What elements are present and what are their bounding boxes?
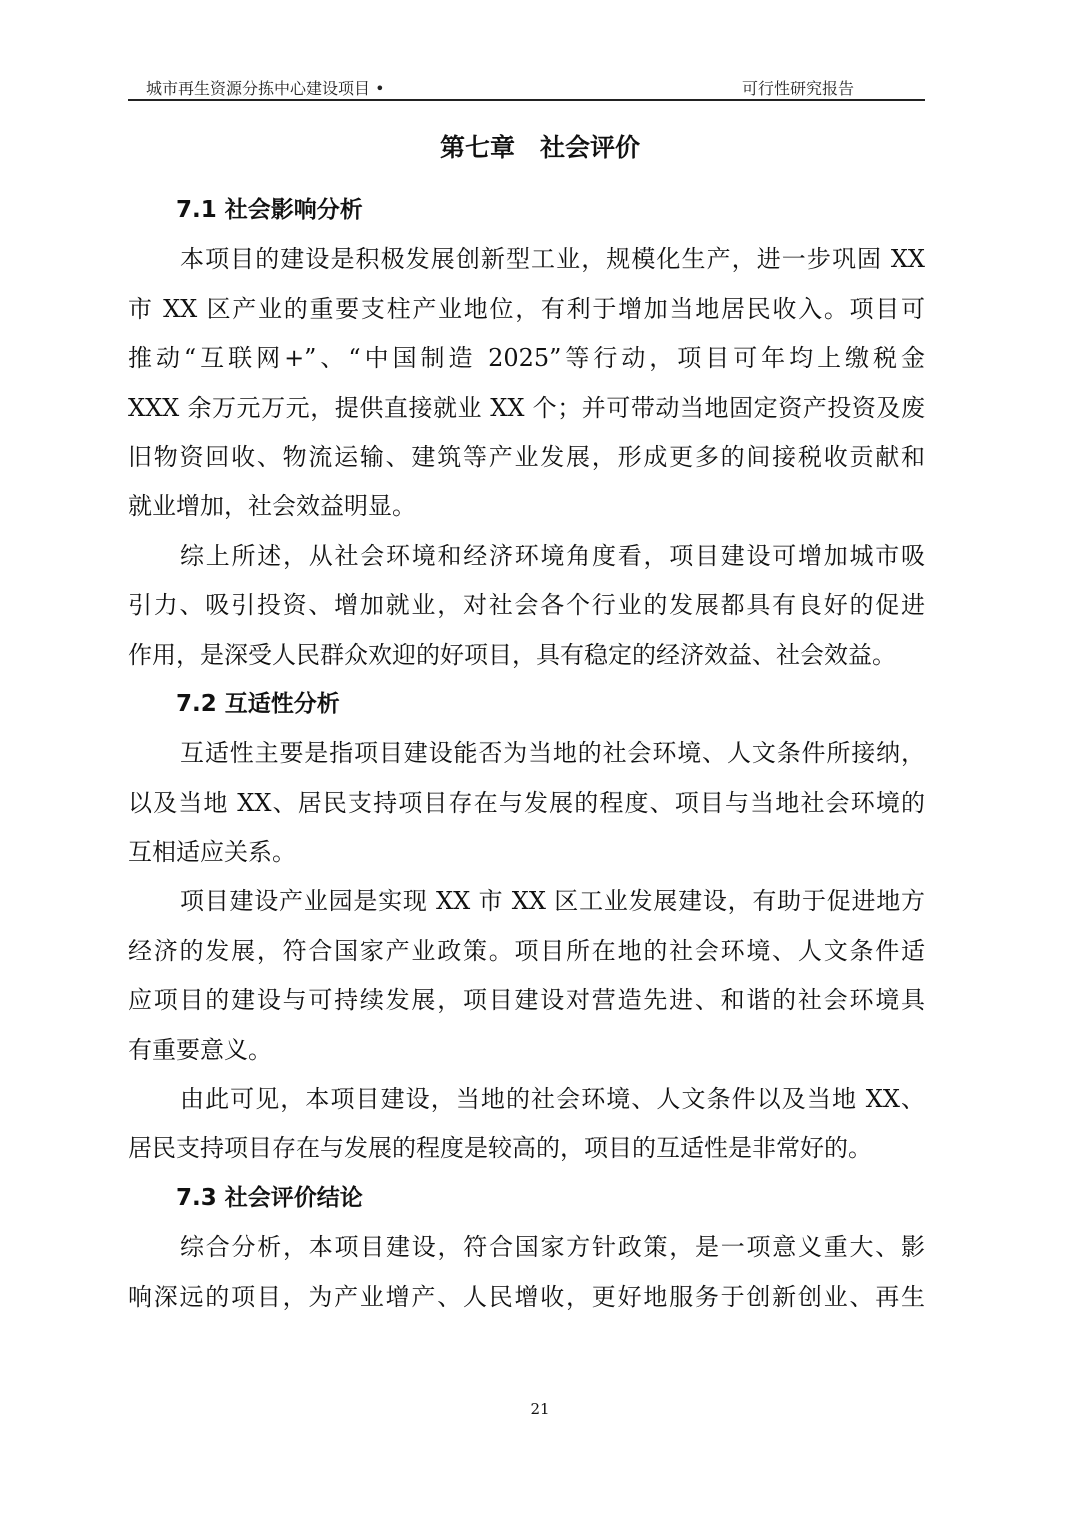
paragraph-line: 居民支持项目存在与发展的程度是较高的，项目的互适性是非常好的。 [128, 1134, 872, 1163]
document-body [128, 186, 925, 1322]
paragraph-line: 综上所述，从社会环境和经济环境角度看，项目建设可增加城市吸 [180, 541, 925, 570]
paragraph-line: 项目建设产业园是实现 XX 市 XX 区工业发展建设，有助于促进地方 [180, 887, 925, 916]
chapter-title: 第七章 社会评价 [439, 133, 640, 162]
paragraph-line: 作用，是深受人民群众欢迎的好项目，具有稳定的经济效益、社会效益。 [128, 640, 896, 669]
running-header-title: 城市再生资源分拣中心建设项目 • [146, 79, 385, 98]
paragraph-line: 有重要意义。 [128, 1035, 272, 1064]
paragraph-line: 推动“互联网+”、“中国制造 2025”等行动，项目可年均上缴税金 [128, 344, 925, 373]
section-heading: 7.2 互适性分析 [176, 690, 340, 717]
section-heading: 7.3 社会评价结论 [176, 1184, 363, 1211]
paragraph-line: 本项目的建设是积极发展创新型工业，规模化生产，进一步巩固 XX [180, 245, 925, 274]
paragraph-line: 旧物资回收、物流运输、建筑等产业发展，形成更多的间接税收贡献和 [128, 442, 925, 471]
page-number: 21 [530, 1400, 550, 1418]
running-header-doc-type: 可行性研究报告 [742, 79, 855, 98]
paragraph-line: 综合分析，本项目建设，符合国家方针政策，是一项意义重大、影 [180, 1233, 925, 1262]
paragraph-line: 互相适应关系。 [128, 838, 296, 867]
section-heading: 7.1 社会影响分析 [176, 197, 363, 223]
paragraph-line: 就业增加，社会效益明显。 [128, 492, 416, 521]
paragraph-line: 以及当地 XX、居民支持项目存在与发展的程度、项目与当地社会环境的 [128, 788, 925, 817]
paragraph-line: 经济的发展，符合国家产业政策。项目所在地的社会环境、人文条件适 [128, 936, 925, 965]
paragraph-line: 由此可见，本项目建设，当地的社会环境、人文条件以及当地 XX、 [180, 1085, 925, 1114]
paragraph-line: 引力、吸引投资、增加就业，对社会各个行业的发展都具有良好的促进 [128, 591, 925, 620]
paragraph-line: 互适性主要是指项目建设能否为当地的社会环境、人文条件所接纳， [180, 739, 925, 768]
paragraph-line: 应项目的建设与可持续发展，项目建设对营造先进、和谐的社会环境具 [128, 986, 925, 1015]
header-rule [128, 99, 925, 101]
paragraph-line: XXX 余万元万元，提供直接就业 XX 个；并可带动当地固定资产投资及废 [128, 393, 925, 422]
paragraph-line: 市 XX 区产业的重要支柱产业地位，有利于增加当地居民收入。项目可 [128, 294, 925, 323]
paragraph-line: 响深远的项目，为产业增产、人民增收，更好地服务于创新创业、再生 [128, 1282, 925, 1311]
